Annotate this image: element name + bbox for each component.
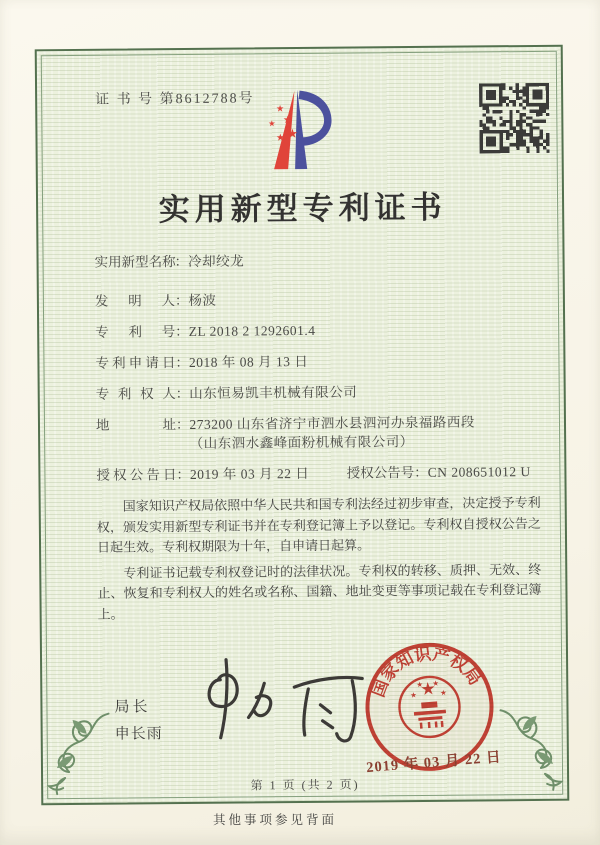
field-row-patent-number: 专利号：ZL 2018 2 1292601.4 — [95, 322, 316, 340]
grant-date-pair: 授权公告日：2019 年 03 月 22 日 — [96, 465, 310, 483]
back-side-note: 其他事项参见背面 — [212, 813, 337, 827]
field-label: 授权公告日 — [96, 467, 177, 483]
field-row-patentee: 专利权人：山东恒易凯丰机械有限公司 — [95, 384, 358, 402]
field-value: 山东恒易凯丰机械有限公司 — [189, 384, 358, 401]
field-value: 2019 年 03 月 22 日 — [189, 465, 310, 482]
field-value: 2018 年 08 月 13 日 — [188, 353, 309, 370]
director-name-label: 申长雨 — [114, 726, 163, 743]
field-label: 授权公告号 — [346, 465, 415, 481]
seal-date: 2019 年 03 月 22 日 — [365, 749, 503, 777]
field-row-address: 地址：273200 山东省济宁市泗水县泗河办泉福路西段（山东泗水鑫峰面粉机械有限公司） — [96, 412, 540, 454]
field-row-name: 实用新型名称：冷却绞龙 — [94, 253, 245, 270]
field-value: 冷却绞龙 — [188, 253, 245, 269]
field-label: 地址 — [95, 417, 177, 433]
cnipa-logo-icon — [253, 79, 338, 183]
legal-text — [97, 493, 542, 625]
certificate-number: 证 书 号 第8612788号 — [95, 91, 255, 108]
legal-paragraph-2: 专利证书记载专利权登记时的法律状况。专利权的转移、质押、无效、终止、恢复和专利权人的姓名或名称、国籍、地址变更等事项记载在专利登记簿上。 — [97, 561, 542, 622]
field-label: 专利权人 — [95, 386, 176, 402]
certificate-sheet — [35, 45, 570, 806]
director-role-label: 局长 — [114, 699, 151, 716]
seal-ring-text: 国家知识产权局 — [368, 644, 485, 700]
legal-paragraph-1: 国家知识产权局依照中华人民共和国专利法经过初步审查，决定授予专利权，颁发实用新型专利证书并在专利登记簿上予以登记。专利权自授权公告之日起生效。专利权期限为十年，自申请日起算。 — [96, 494, 541, 555]
field-label: 实用新型名称 — [94, 254, 176, 270]
field-row-filing-date: 专利申请日：2018 年 08 月 13 日 — [95, 353, 309, 371]
qr-code-icon — [479, 83, 550, 154]
field-label: 发明人 — [94, 293, 175, 309]
field-value: 273200 山东省济宁市泗水县泗河办泉福路西段（山东泗水鑫峰面粉机械有限公司） — [189, 414, 475, 451]
certificate-title: 实用新型专利证书 — [158, 189, 447, 228]
field-value: 杨波 — [188, 292, 217, 308]
field-label: 专利号 — [95, 324, 176, 340]
field-row-grant — [96, 462, 540, 485]
grant-number-pair: 授权公告号：CN 208651012 U — [346, 464, 531, 481]
page-indicator: 第 1 页 (共 2 页) — [250, 777, 360, 793]
field-row-inventor: 发明人：杨波 — [94, 292, 217, 309]
field-value: ZL 2018 2 1292601.4 — [188, 322, 316, 339]
certificate-fields — [94, 249, 541, 630]
field-label: 专利申请日 — [95, 355, 176, 371]
field-value: CN 208651012 U — [427, 464, 531, 480]
